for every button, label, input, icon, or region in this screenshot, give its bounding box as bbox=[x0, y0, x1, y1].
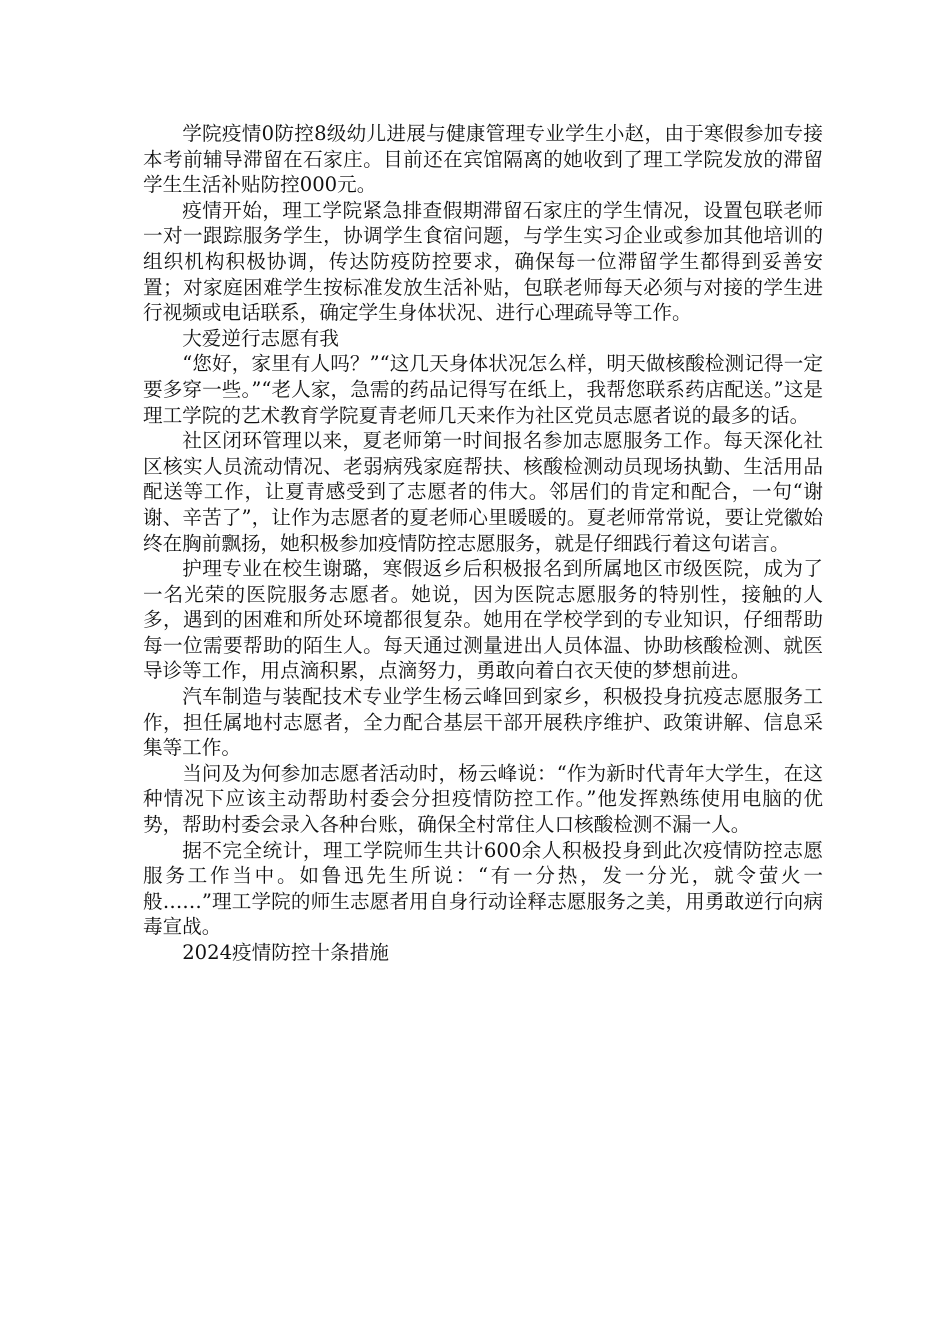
paragraph-statistics: 据不完全统计，理工学院师生共计600余人积极投身到此次疫情防控志愿服务工作当中。如鲁迅先生所说：“有一分热，发一分光，就令萤火一般……”理工学院的师生志愿者用自身行动诠释志愿服务之美，用勇敢逆行向病毒宣战。 bbox=[143, 838, 823, 939]
paragraph-student-quote: 当问及为何参加志愿者活动时，杨云峰说：“作为新时代青年大学生，在这种情况下应该主动帮助村委会分担疫情防控工作。”他发挥熟练使用电脑的优势，帮助村委会录入各种台账，确保全村常住人口核酸检测不漏一人。 bbox=[143, 761, 823, 837]
paragraph-teacher-quotes: “您好，家里有人吗？”“这几天身体状况怎么样，明天做核酸检测记得一定要多穿一些。”“老人家，急需的药品记得写在纸上，我帮您联系药店配送。”这是理工学院的艺术教育学院夏青老师几天来作为社区党员志愿者说的最多的话。 bbox=[143, 352, 823, 427]
paragraph-stranded-student: 学院疫情0防控8级幼儿进展与健康管理专业学生小赵，由于寒假参加专接本考前辅导滞留在石家庄。目前还在宾馆隔离的她收到了理工学院发放的滞留学生生活补贴防控000元。 bbox=[143, 122, 823, 197]
paragraph-community-service: 社区闭环管理以来，夏老师第一时间报名参加志愿服务工作。每天深化社区核实人员流动情况、老弱病残家庭帮扶、核酸检测动员现场执勤、生活用品配送等工作，让夏青感受到了志愿者的伟大。邻居们的肯定和配合，一句“谢谢、辛苦了”，让作为志愿者的夏老师心里暖暖的。夏老师常常说，要让党徽始终在胸前飘扬，她积极参加疫情防控志愿服务，就是仔细践行着这句诺言。 bbox=[143, 429, 823, 555]
paragraph-auto-student: 汽车制造与装配技术专业学生杨云峰回到家乡，积极投身抗疫志愿服务工作，担任属地村志愿者，全力配合基层干部开展秩序维护、政策讲解、信息采集等工作。 bbox=[143, 685, 823, 760]
document-body bbox=[143, 121, 823, 966]
section-heading-measures: 2024疫情防控十条措施 bbox=[182, 941, 389, 964]
paragraph-nursing-student: 护理专业在校生谢璐，寒假返乡后积极报名到所属地区市级医院，成为了一名光荣的医院服务志愿者。她说，因为医院志愿服务的特别性，接触的人多，遇到的困难和所处环境都很复杂。她用在学校学到的专业知识，仔细帮助每一位需要帮助的陌生人。每天通过测量进出人员体温、协助核酸检测、就医导诊等工作，用点滴积累，点滴努力，勇敢向着白衣天使的梦想前进。 bbox=[143, 557, 823, 683]
paragraph-college-measures: 疫情开始，理工学院紧急排查假期滞留石家庄的学生情况，设置包联老师一对一跟踪服务学生，协调学生食宿问题，与学生实习企业或参加其他培训的组织机构积极协调，传达防疫防控要求，确保每一位滞留学生都得到妥善安置；对家庭困难学生按标准发放生活补贴，包联老师每天必须与对接的学生进行视频或电话联系，确定学生身体状况、进行心理疏导等工作。 bbox=[143, 198, 823, 325]
section-heading-volunteer: 大爱逆行志愿有我 bbox=[182, 326, 339, 350]
